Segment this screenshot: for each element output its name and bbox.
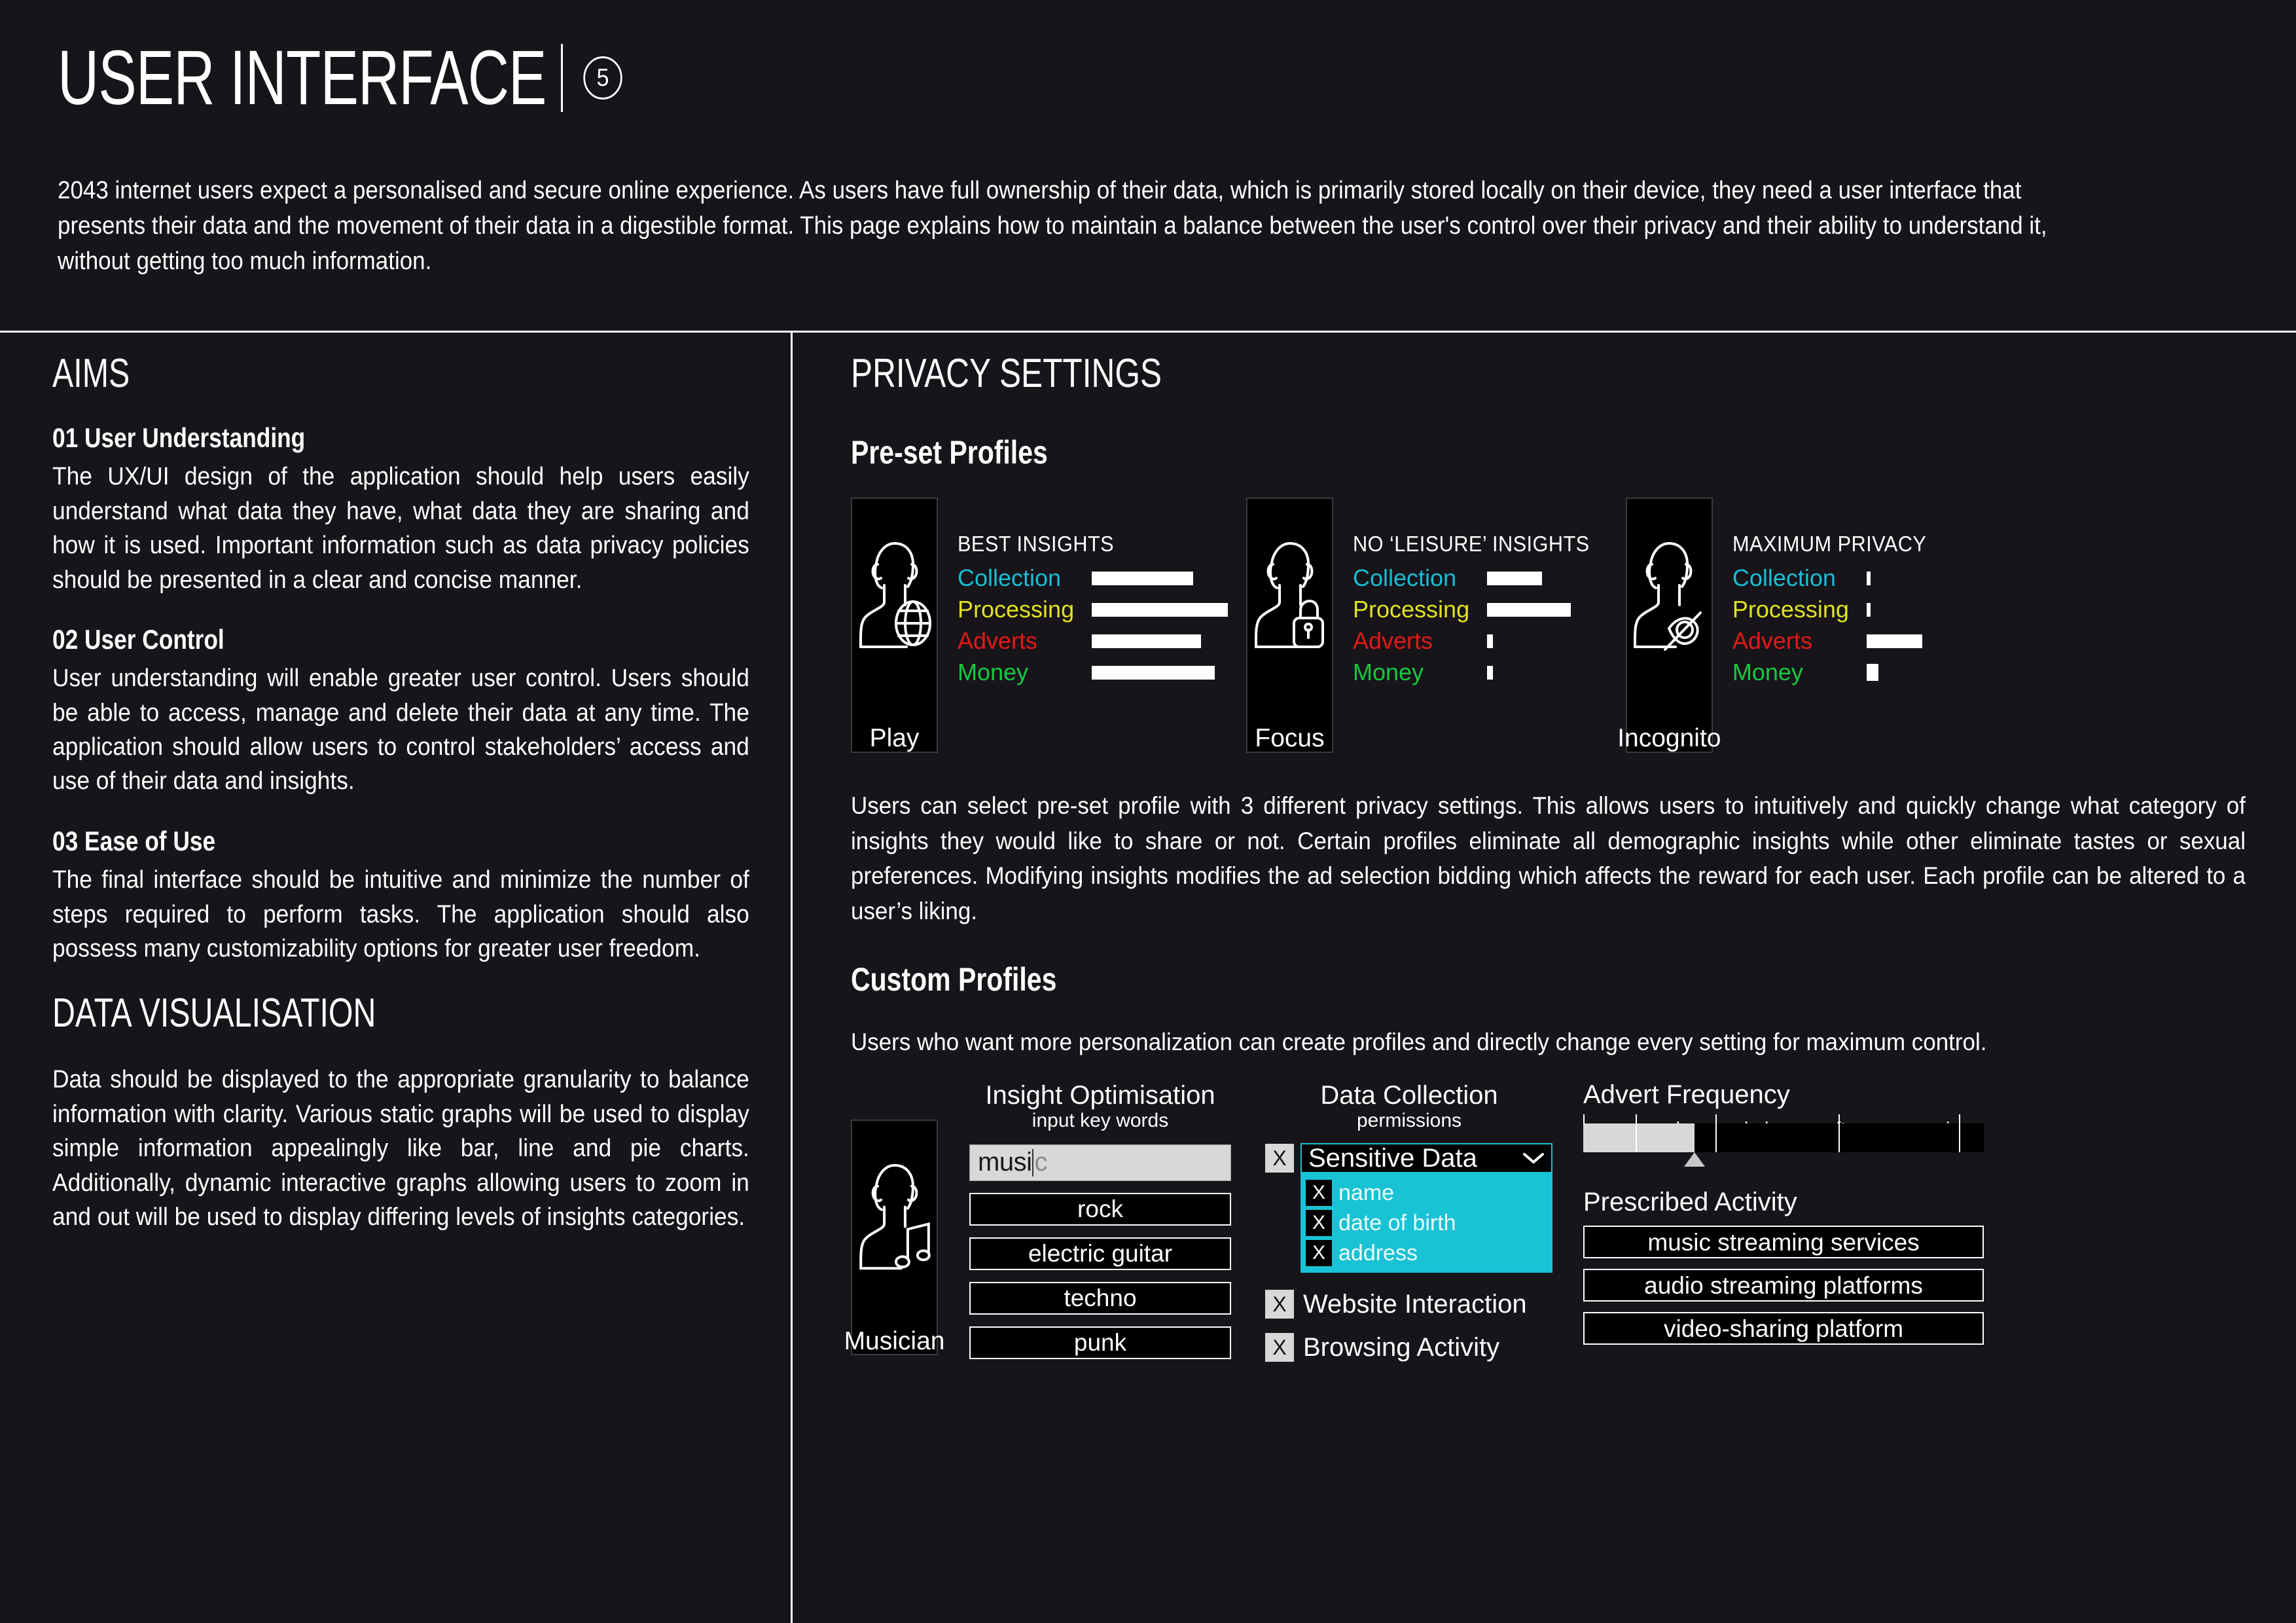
insight-bar-row	[1353, 625, 1607, 657]
prescribed-activity-music-streaming[interactable]: music streaming services	[1583, 1226, 1984, 1258]
insight-bar-collection	[1487, 572, 1542, 585]
sensitive-data-options	[1300, 1173, 1552, 1273]
data-collection-group	[1265, 1082, 1553, 1362]
insight-label-money: Money	[1353, 659, 1424, 685]
slider-tick-often	[1839, 1114, 1840, 1125]
preset-profiles-row	[851, 498, 2245, 753]
insight-bar-money	[1487, 666, 1493, 680]
preset-profiles-body: Users can select pre-set profile with 3 different privacy settings. This allows users to intuitively and quickly change what category of insights they would like to share or not. Certain profiles eliminate all demographic insights while other eliminate tastes or sexual preferences. Modifying insights modifies the ad selection bidding which affects the reward for each user. Each profile can be altered to a user’s liking.	[851, 792, 2246, 924]
insight-bar-collection	[1867, 572, 1871, 585]
aim-heading: 02 User Control	[52, 623, 224, 655]
slider-tick-pervasive	[1959, 1114, 1960, 1125]
person-music-note-icon	[858, 1147, 931, 1318]
title-divider	[561, 44, 563, 112]
slider-thumb[interactable]	[1684, 1152, 1705, 1167]
website-interaction-row[interactable]	[1265, 1290, 1553, 1319]
insight-bar-row	[958, 625, 1228, 657]
browsing-activity-label: Browsing Activity	[1303, 1332, 1500, 1362]
aims-heading: AIMS	[52, 351, 130, 396]
right-column	[844, 351, 2246, 1362]
dataviz-heading: DATA VISUALISATION	[52, 991, 376, 1036]
aim-body: The UX/UI design of the application should help users easily understand what data they have, what data they are sharing and how it is used. Important information such as data privacy policies should be presented in a clear and concise manner.	[52, 463, 749, 594]
profile-card-play[interactable]	[851, 498, 938, 753]
insight-bar-processing	[1092, 603, 1228, 617]
insight-bar-row	[1732, 594, 1941, 625]
insight-bar-adverts	[1487, 634, 1493, 648]
slider-tick-pervasive-line	[1959, 1123, 1960, 1152]
dataviz-body: Data should be displayed to the appropriate granularity to balance information with clarity. Various static graphs will be used to display simple information appealingly like bar, line and pie charts. Additionally, dynamic interactive graphs allowing users to zoom in and out will be used to display differing levels of insights categories.	[52, 1066, 749, 1231]
advert-frequency-title: Advert Frequency	[1583, 1080, 1790, 1110]
checkbox-browsing-activity[interactable]: X	[1265, 1333, 1294, 1362]
profile-play[interactable]	[851, 498, 1228, 753]
profile-headline: MAXIMUM PRIVACY	[1732, 532, 1927, 556]
checkbox-name[interactable]: X	[1306, 1180, 1332, 1206]
website-interaction-label: Website Interaction	[1303, 1289, 1527, 1319]
slider-tick-rarely	[1636, 1114, 1637, 1125]
insight-bar-row	[1732, 657, 1941, 688]
option-label: name	[1338, 1180, 1395, 1205]
keyword-chip-electric-guitar[interactable]: electric guitar	[969, 1237, 1231, 1270]
slider-tick-often-line	[1839, 1123, 1840, 1152]
advert-prescribed-group	[1583, 1082, 1984, 1345]
insight-bar-row	[1353, 562, 1607, 594]
slider-tick-zero	[1583, 1114, 1585, 1125]
prescribed-activity-title: Prescribed Activity	[1583, 1188, 1797, 1217]
insight-bar-row	[1732, 625, 1941, 657]
data-collection-subtitle: permissions	[1356, 1110, 1462, 1132]
keyword-typed-text: musi	[978, 1148, 1032, 1177]
person-globe-icon	[858, 525, 931, 715]
person-lock-icon	[1253, 525, 1327, 715]
keyword-chip-rock[interactable]: rock	[969, 1193, 1231, 1226]
insight-label-collection: Collection	[1732, 564, 1836, 591]
slider-filled-track	[1583, 1123, 1695, 1152]
insight-bar-row	[1732, 562, 1941, 594]
insight-bar-money	[1867, 664, 1878, 681]
option-name[interactable]	[1306, 1178, 1547, 1208]
aim-body: The final interface should be intuitive and minimize the number of steps required to perform tasks. The application should also possess many customizability options for greater user freedom.	[52, 866, 749, 962]
aim-item	[52, 826, 749, 966]
insight-label-adverts: Adverts	[1353, 627, 1433, 654]
sensitive-data-dropdown[interactable]	[1300, 1143, 1552, 1173]
profile-card-incognito[interactable]	[1617, 498, 1721, 753]
aim-item	[52, 423, 749, 597]
aim-heading: 03 Ease of Use	[52, 825, 216, 856]
prescribed-activity-video-sharing[interactable]: video-sharing platform	[1583, 1312, 1984, 1345]
preset-profiles-heading: Pre-set Profiles	[851, 434, 1048, 471]
insight-optimisation-title: Insight Optimisation	[985, 1081, 1215, 1110]
column-divider	[791, 333, 793, 1623]
insight-bar-adverts	[1092, 634, 1201, 648]
checkbox-sensitive-data[interactable]: X	[1265, 1144, 1294, 1173]
keyword-chip-punk[interactable]: punk	[969, 1326, 1231, 1359]
insight-bar-processing	[1487, 603, 1571, 617]
chevron-down-icon	[1522, 1152, 1545, 1165]
profile-headline: BEST INSIGHTS	[958, 532, 1115, 556]
aim-body: User understanding will enable greater user control. Users should be able to access, manage and delete their data at any time. The application should allow users to control stakeholders’ access and use of their data and insights.	[52, 665, 749, 795]
page-header	[58, 35, 2257, 121]
browsing-activity-row[interactable]	[1265, 1333, 1553, 1362]
left-column	[52, 351, 749, 1262]
option-address[interactable]	[1306, 1238, 1547, 1268]
page-number-badge: 5	[583, 56, 622, 100]
intro-paragraph: 2043 internet users expect a personalised and secure online experience. As users have full ownership of their data, which is primarily stored locally on their device, they need a user interface that presents their data and the movement of their data in a digestible format. This page explains how to maintain a balance between the user's control over their privacy and their ability to understand it, without getting too much information.	[58, 177, 2047, 275]
insight-label-adverts: Adverts	[1732, 627, 1812, 654]
profile-name: Play	[869, 724, 920, 752]
insight-label-collection: Collection	[958, 564, 1062, 591]
insight-bar-adverts	[1867, 634, 1922, 648]
text-cursor	[1032, 1149, 1033, 1176]
checkbox-website-interaction[interactable]: X	[1265, 1290, 1294, 1319]
header-divider	[0, 331, 2296, 333]
insight-bar-row	[1353, 594, 1607, 625]
slider-tick-regularly-line	[1715, 1123, 1717, 1152]
privacy-settings-heading: PRIVACY SETTINGS	[851, 351, 1162, 396]
profile-insights-focus	[1353, 498, 1607, 753]
profile-headline: NO ‘LEISURE’ INSIGHTS	[1353, 532, 1590, 556]
checkbox-address[interactable]: X	[1306, 1240, 1332, 1266]
profile-card-musician[interactable]	[844, 1120, 945, 1356]
insight-bar-money	[1092, 666, 1215, 680]
insight-bar-row	[958, 594, 1228, 625]
profile-insights-play	[958, 498, 1228, 753]
keyword-chip-techno[interactable]: techno	[969, 1282, 1231, 1315]
insight-bar-row	[958, 562, 1228, 594]
insight-bar-row	[1353, 657, 1607, 688]
option-date-of-birth[interactable]	[1306, 1208, 1547, 1238]
slider-segment-divider	[1636, 1123, 1637, 1152]
profile-card-focus[interactable]	[1246, 498, 1333, 753]
insight-optimisation-subtitle: input key words	[1031, 1110, 1169, 1132]
page-title: USER INTERFACE	[58, 35, 547, 121]
profile-insights-incognito	[1732, 498, 1941, 753]
slider-tick-regularly	[1715, 1114, 1717, 1125]
custom-profiles-heading: Custom Profiles	[851, 960, 1057, 998]
advert-frequency-slider[interactable]	[1583, 1123, 1984, 1152]
dropdown-label: Sensitive Data	[1308, 1143, 1477, 1173]
insight-bar-collection	[1092, 572, 1193, 585]
insight-label-money: Money	[958, 659, 1029, 685]
custom-profile-controls	[844, 1080, 2245, 1362]
aim-heading: 01 User Understanding	[52, 422, 306, 453]
insight-label-adverts: Adverts	[958, 627, 1038, 654]
person-eye-slash-icon	[1632, 525, 1706, 715]
insight-label-collection: Collection	[1353, 564, 1457, 591]
sensitive-data-row	[1265, 1143, 1553, 1173]
profile-name: Incognito	[1617, 724, 1721, 752]
keyword-autocomplete-hint: c	[1034, 1148, 1047, 1177]
checkbox-date-of-birth[interactable]: X	[1306, 1210, 1332, 1236]
insight-label-money: Money	[1732, 659, 1803, 685]
insight-label-processing: Processing	[1732, 596, 1849, 623]
custom-profiles-body: Users who want more personalization can create profiles and directly change every setting for maximum control.	[851, 1028, 1987, 1055]
insight-bar-processing	[1867, 603, 1871, 617]
option-label: date of birth	[1338, 1210, 1456, 1235]
prescribed-activity-audio-streaming[interactable]: audio streaming platforms	[1583, 1269, 1984, 1302]
profile-incognito[interactable]	[1617, 498, 1941, 753]
insight-label-processing: Processing	[958, 596, 1075, 623]
insight-label-processing: Processing	[1353, 596, 1470, 623]
option-label: address	[1338, 1240, 1418, 1266]
profile-name: Musician	[844, 1327, 945, 1356]
data-collection-title: Data Collection	[1320, 1081, 1498, 1110]
profile-name: Focus	[1255, 724, 1325, 752]
insight-bar-row	[958, 657, 1228, 688]
insight-optimisation-group	[969, 1082, 1231, 1359]
keyword-search-input[interactable]	[969, 1144, 1231, 1181]
aim-item	[52, 625, 749, 799]
profile-focus[interactable]	[1246, 498, 1607, 753]
